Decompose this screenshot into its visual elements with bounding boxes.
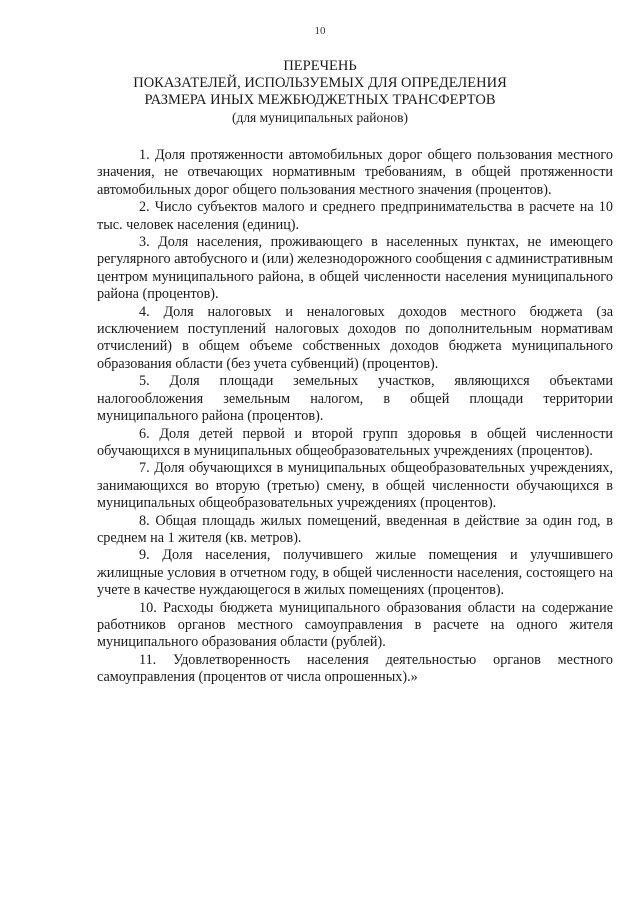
- indicator-item-7: 7. Доля обучающихся в муниципальных общеобразовательных учреждениях, занимающихся во вторую (третью) смену, в общей численности обучающихся в муниципальных общеобразовательных учреждениях (процентов).: [97, 460, 613, 512]
- heading-line-3: РАЗМЕРА ИНЫХ МЕЖБЮДЖЕТНЫХ ТРАНСФЕРТОВ: [144, 92, 496, 108]
- heading-subtitle: (для муниципальных районов): [231, 110, 409, 125]
- indicator-item-2: 2. Число субъектов малого и среднего предпринимательства в расчете на 10 тыс. человек населения (единиц).: [97, 199, 613, 233]
- indicator-list: [97, 147, 613, 687]
- indicator-item-4: 4. Доля налоговых и неналоговых доходов местного бюджета (за исключением поступлений налоговых доходов по дополнительным нормативам отчислений) в общем объеме собственных доходов бюджета муниципального образования области (без учета субвенций) (процентов).: [97, 303, 613, 372]
- page-number: 10: [314, 25, 326, 37]
- indicator-item-5: 5. Доля площади земельных участков, являющихся объектами налогообложения земельным налогом, в общей площади территории муниципального района (процентов).: [97, 373, 613, 425]
- heading-line-2: ПОКАЗАТЕЛЕЙ, ИСПОЛЬЗУЕМЫХ ДЛЯ ОПРЕДЕЛЕНИЯ: [133, 75, 507, 91]
- indicator-item-10: 10. Расходы бюджета муниципального образования области на содержание работников органов местного самоуправления в расчете на одного жителя муниципального образования области (рублей).: [97, 599, 613, 651]
- indicator-item-9: 9. Доля населения, получившего жилые помещения и улучшившего жилищные условия в отчетном году, в общей численности населения, состоящего на учете в качестве нуждающегося в жилых помещениях (процентов).: [97, 547, 613, 599]
- indicator-item-6: 6. Доля детей первой и второй групп здоровья в общей численности обучающихся в муниципальных общеобразовательных учреждениях (процентов).: [97, 425, 613, 459]
- indicator-item-11: 11. Удовлетворенность населения деятельностью органов местного самоуправления (процентов от числа опрошенных).»: [97, 651, 613, 686]
- document-heading: [0, 58, 640, 126]
- indicator-item-3: 3. Доля населения, проживающего в населенных пунктах, не имеющего регулярного автобусного и (или) железнодорожного сообщения с административным центром муниципального района, в общей численности населения муниципального района (процентов).: [97, 234, 613, 303]
- indicator-item-8: 8. Общая площадь жилых помещений, введенная в действие за один год, в среднем на 1 жителя (кв. метров).: [97, 512, 613, 546]
- heading-title: ПЕРЕЧЕНЬ: [283, 58, 357, 74]
- indicator-item-1: 1. Доля протяженности автомобильных дорог общего пользования местного значения, не отвечающих нормативным требованиям, в общей протяженности автомобильных дорог общего пользования местного значения (процентов).: [97, 147, 613, 198]
